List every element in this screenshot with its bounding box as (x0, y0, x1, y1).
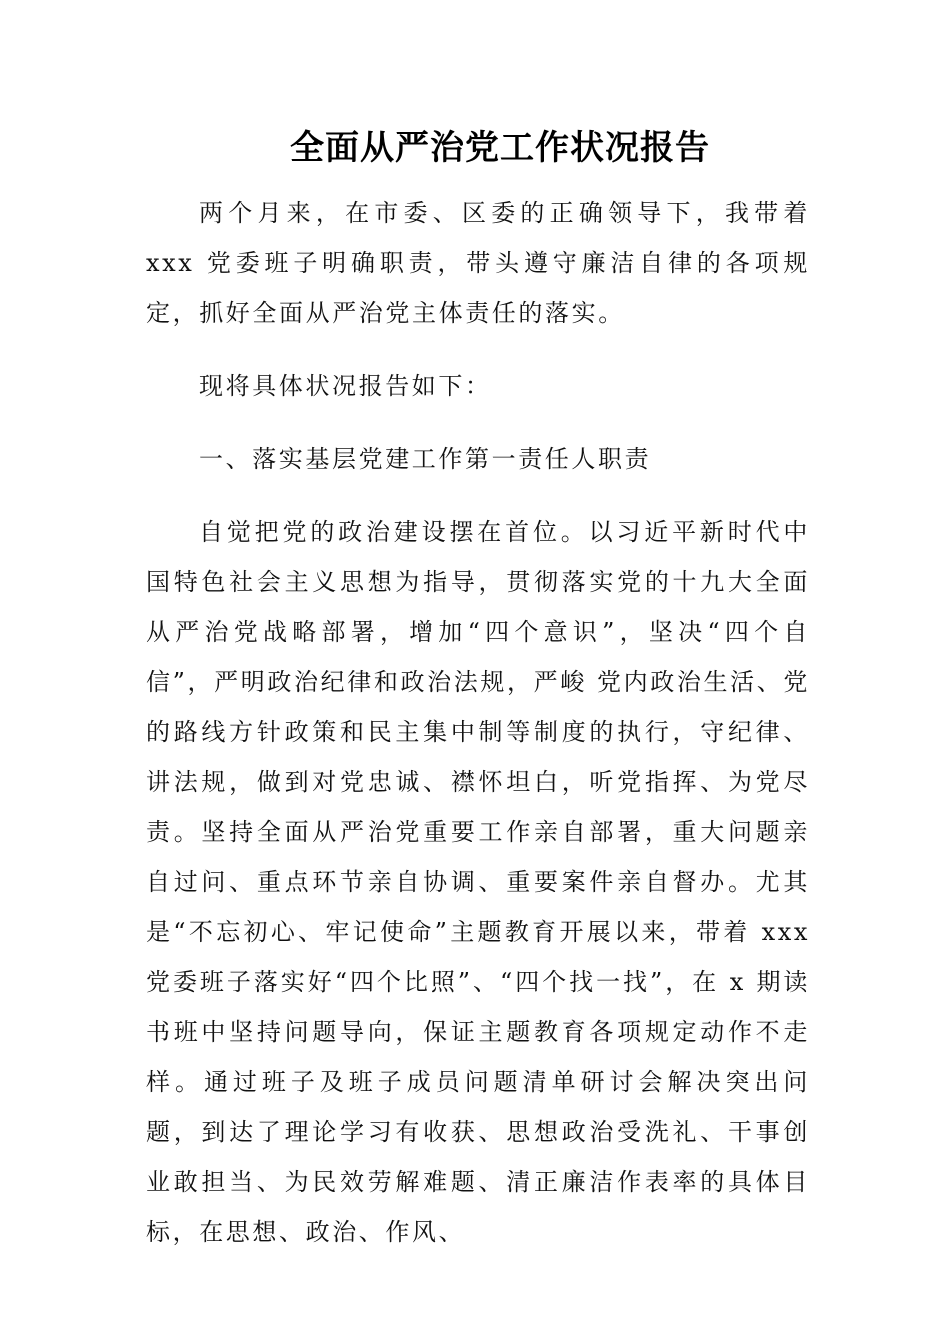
document-body (146, 188, 810, 1257)
paragraph-section-1-body: 自觉把党的政治建设摆在首位。以习近平新时代中国特色社会主义思想为指导，贯彻落实党的十九大全面从严治党战略部署，增加“四个意识”，坚决“四个自信”，严明政治纪律和政治法规，严峻 党内政治生活、党的路线方针政策和民主集中制等制度的执行，守纪律、讲法规，做到对党忠诚、襟怀坦白，听党指挥、为党尽责。坚持全面从严治党重要工作亲自部署，重大问题亲自过问、重点环节亲自协调、重要案件亲自督办。尤其是“不忘初心、牢记使命”主题教育开展以来，带着 xxx 党委班子落实好“四个比照”、“四个找一找”，在 x 期读书班中坚持问题导向，保证主题教育各项规定动作不走样。通过班子及班子成员问题清单研讨会解决突出问题，到达了理论学习有收获、思想政治受洗礼、干事创业敢担当、为民效劳解难题、清正廉洁作表率的具体目标，在思想、政治、作风、 (146, 518, 810, 1246)
paragraph-intro: 两个月来，在市委、区委的正确领导下，我带着 xxx 党委班子明确职责，带头遵守廉洁自律的各项规定，抓好全面从严治党主体责任的落实。 (146, 199, 810, 327)
section-heading-1: 一、落实基层党建工作第一责任人职责 (199, 445, 652, 473)
paragraph-report-lead: 现将具体状况报告如下： (199, 372, 492, 400)
document-title: 全面从严治党工作状况报告 (290, 128, 710, 168)
